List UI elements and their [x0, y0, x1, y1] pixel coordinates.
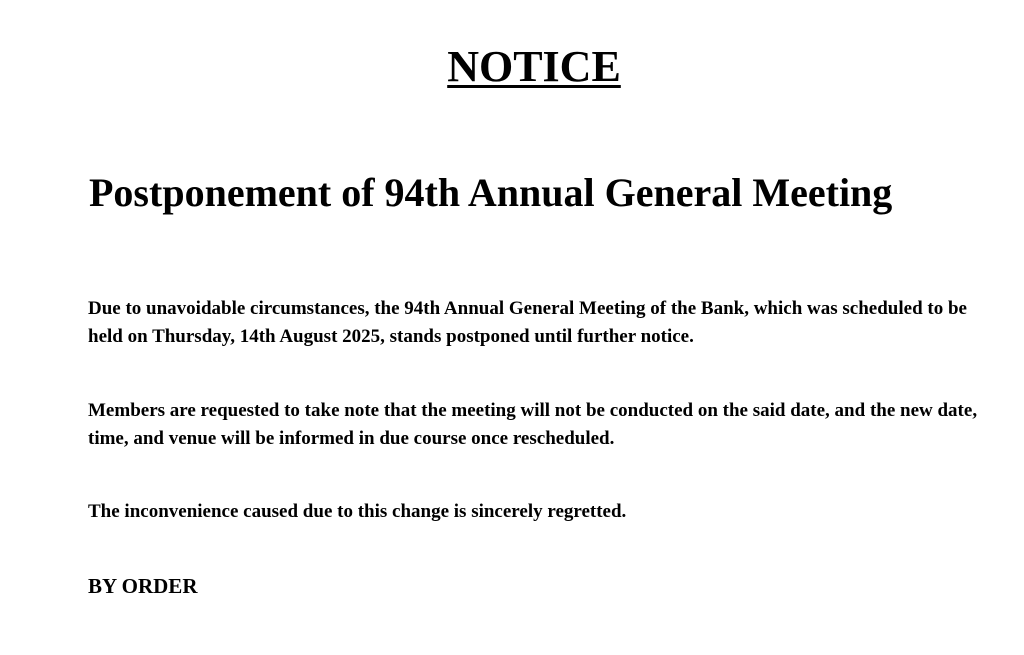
- paragraph-member-instructions: Members are requested to take note that the meeting will not be conducted on the said date, and the new date, time, and venue will be informed in due course once rescheduled.: [88, 400, 978, 449]
- paragraph-postponement-details: Due to unavoidable circumstances, the 94th Annual General Meeting of the Bank, which was scheduled to be held on Thursday, 14th August 2025, stands postponed until further notice.: [88, 298, 967, 347]
- notice-headline: Postponement of 94th Annual General Meeting: [89, 170, 893, 215]
- paragraph-apology: The inconvenience caused due to this change is sincerely regretted.: [88, 501, 627, 522]
- notice-title: NOTICE: [447, 42, 621, 91]
- signoff: BY ORDER: [88, 574, 198, 598]
